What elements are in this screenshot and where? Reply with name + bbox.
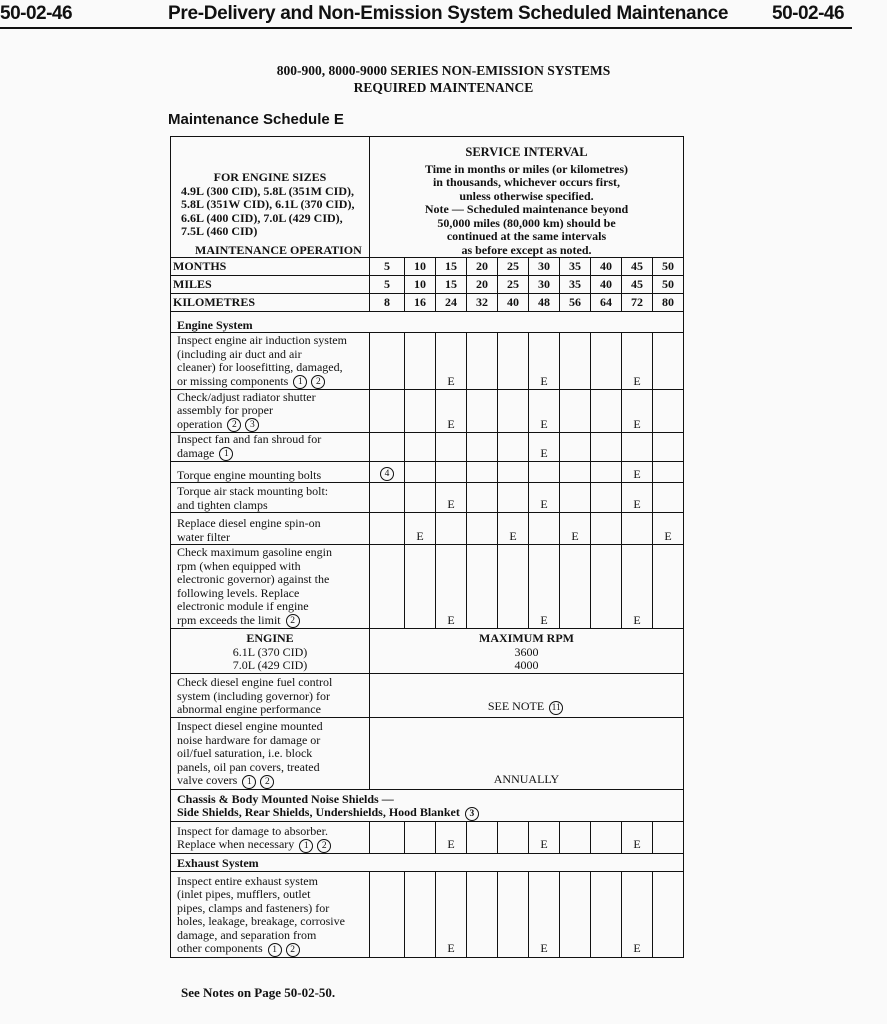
mark-e: E [447, 496, 455, 511]
text-line: oil/fuel saturation, i.e. block [177, 746, 313, 761]
note-circle: 3 [245, 418, 259, 432]
note-circle: 2 [311, 375, 325, 389]
km-row-cell: 56 [560, 294, 591, 312]
interval-cell [622, 483, 653, 513]
months-row-cell: 25 [498, 258, 529, 276]
miles-row [171, 276, 684, 294]
note-circle: 2 [286, 614, 300, 628]
km-row-cell: 8 [370, 294, 405, 312]
note-circle: 4 [380, 467, 394, 481]
miles-row-cell: 25 [498, 276, 529, 294]
operation-cell [171, 462, 370, 483]
months-row-cell: 10 [405, 258, 436, 276]
page-header [0, 0, 887, 30]
interval-cell [591, 483, 622, 513]
interval-cell [405, 821, 436, 853]
text-line: Check/adjust radiator shutter [177, 389, 316, 404]
operation-cell [171, 545, 370, 629]
text-line: operation [177, 416, 223, 431]
service-interval-head: SERVICE INTERVAL [465, 145, 588, 159]
interval-cell [498, 390, 529, 433]
text-line: and tighten clamps [177, 497, 268, 512]
text-line: cleaner) for loosefitting, damaged, [177, 360, 343, 375]
doc-title-line-1: 800-900, 8000-9000 SERIES NON-EMISSION SYSTEMS [276, 63, 611, 78]
text-line: Check diesel engine fuel control [177, 675, 333, 689]
km-row-cell: 72 [622, 294, 653, 312]
text-line: Inspect entire exhaust system [177, 873, 318, 888]
interval-cell [653, 483, 684, 513]
note-circle: 11 [549, 701, 563, 715]
table-row [171, 333, 684, 390]
text-line: Replace when necessary [177, 837, 295, 852]
interval-cell [498, 333, 529, 390]
miles-row-label: MILES [171, 276, 370, 294]
interval-cell [622, 821, 653, 853]
text-line: 6.1L (370 CID) [232, 644, 308, 659]
mark-e: E [540, 612, 548, 627]
text-line: damage [177, 445, 215, 460]
miles-row-cell: 15 [436, 276, 467, 294]
interval-cell [370, 462, 405, 483]
interval-cell [436, 390, 467, 433]
interval-cell [560, 433, 591, 462]
interval-cell [529, 462, 560, 483]
interval-cell [560, 390, 591, 433]
interval-cell [529, 871, 560, 957]
text-line: 4.9L (300 CID), 5.8L (351M CID), [181, 183, 354, 198]
text-line: valve covers [177, 773, 238, 788]
interval-cell [622, 513, 653, 545]
mark-e: E [509, 528, 517, 543]
mark-e: E [633, 837, 641, 851]
engine-sizes-cell [171, 137, 370, 258]
miles-row-cell: 5 [370, 276, 405, 294]
km-row-cell: 32 [467, 294, 498, 312]
maint-op-label: MAINTENANCE OPERATION [195, 242, 362, 257]
text-line: abnormal engine performance [177, 702, 321, 716]
mark-e: E [664, 528, 672, 543]
interval-cell [529, 483, 560, 513]
months-row-cell: 20 [467, 258, 498, 276]
interval-cell [591, 390, 622, 433]
engine-sizes-head: FOR ENGINE SIZES [213, 170, 327, 184]
interval-cell [653, 390, 684, 433]
interval-cell [560, 871, 591, 957]
km-row-cell: 40 [498, 294, 529, 312]
text-line: 3600 [514, 644, 539, 659]
interval-cell [467, 545, 498, 629]
interval-cell [405, 462, 436, 483]
interval-cell [560, 333, 591, 390]
miles-row-cell: 20 [467, 276, 498, 294]
interval-cell [436, 545, 467, 629]
interval-cell [560, 483, 591, 513]
text-line: water filter [177, 529, 230, 544]
service-interval-cell [370, 137, 684, 258]
text-line: 5.8L (351W CID), 6.1L (370 CID), [181, 197, 355, 211]
rpm-engine-cell [171, 629, 370, 674]
doc-title-line-2: REQUIRED MAINTENANCE [353, 80, 534, 95]
mark-e: E [447, 837, 455, 851]
mark-e: E [633, 496, 641, 511]
interval-cell [653, 871, 684, 957]
operation-cell [171, 390, 370, 433]
interval-cell [405, 333, 436, 390]
text-line: Time in months or miles (or kilometres) [424, 161, 629, 176]
note-circle: 1 [242, 775, 256, 789]
see-note: SEE NOTE [487, 699, 545, 714]
text-line: (inlet pipes, mufflers, outlet [177, 887, 311, 902]
interval-cell [653, 462, 684, 483]
interval-cell [405, 433, 436, 462]
interval-cell [370, 513, 405, 545]
interval-cell [370, 821, 405, 853]
text-line: (including air duct and air [177, 346, 302, 361]
note-circle: 1 [268, 943, 282, 957]
interval-cell [622, 433, 653, 462]
operation-cell [171, 717, 370, 789]
operation-cell [171, 483, 370, 513]
interval-cell [498, 483, 529, 513]
mark-e: E [540, 837, 548, 851]
mark-e: E [540, 496, 548, 511]
mark-e: E [633, 612, 641, 627]
text-line: pipes, clamps and fasteners) for [177, 900, 330, 915]
table-row [171, 821, 684, 853]
interval-cell [591, 871, 622, 957]
interval-cell [467, 483, 498, 513]
miles-row-cell: 45 [622, 276, 653, 294]
interval-cell [591, 462, 622, 483]
months-row [171, 258, 684, 276]
page-number-left: 50-02-46 [0, 3, 73, 24]
months-row-cell: 35 [560, 258, 591, 276]
miles-row-cell: 30 [529, 276, 560, 294]
months-row-cell: 45 [622, 258, 653, 276]
annually: ANNUALLY [493, 772, 560, 786]
interval-cell [560, 513, 591, 545]
interval-cell [498, 433, 529, 462]
interval-cell [370, 545, 405, 629]
interval-cell [370, 871, 405, 957]
km-row-cell: 64 [591, 294, 622, 312]
header-rule [0, 27, 852, 29]
interval-cell [591, 821, 622, 853]
interval-cell [436, 871, 467, 957]
interval-cell [560, 545, 591, 629]
operation-cell [171, 433, 370, 462]
chassis-row [171, 789, 684, 821]
km-row-cell: 24 [436, 294, 467, 312]
mark-e: E [633, 416, 641, 431]
chassis-row-cell [171, 789, 684, 821]
text-line: panels, oil pan covers, treated [177, 759, 320, 774]
km-row-cell: 80 [653, 294, 684, 312]
exhaust-head: Exhaust System [177, 856, 259, 870]
text-line: Torque engine mounting bolts [177, 467, 322, 482]
interval-cell [405, 871, 436, 957]
interval-cell [467, 462, 498, 483]
page-number-right: 50-02-46 [772, 3, 845, 24]
interval-cell [370, 433, 405, 462]
mark-e: E [447, 416, 455, 431]
months-row-cell: 50 [653, 258, 684, 276]
note-circle: 3 [465, 807, 479, 821]
operation-cell [171, 871, 370, 957]
operation-cell [171, 333, 370, 390]
exhaust-system-row-cell [171, 853, 684, 871]
noise-hardware-row [171, 717, 684, 789]
rpm-engine-head: ENGINE [246, 631, 294, 645]
text-line: Replace diesel engine spin-on [177, 516, 321, 530]
note-circle: 2 [317, 839, 331, 853]
mark-e: E [540, 445, 548, 460]
engine-system-head: Engine System [177, 317, 253, 332]
miles-row-cell: 35 [560, 276, 591, 294]
interval-cell [436, 333, 467, 390]
interval-cell [436, 462, 467, 483]
text-line: 7.0L (429 CID) [232, 658, 308, 672]
mark-e: E [571, 528, 579, 543]
interval-cell [436, 821, 467, 853]
interval-cell [529, 821, 560, 853]
interval-cell [498, 871, 529, 957]
text-line: Torque air stack mounting bolt: [177, 484, 329, 498]
interval-cell [529, 513, 560, 545]
interval-cell [622, 390, 653, 433]
months-row-cell: 15 [436, 258, 467, 276]
text-line: damage, and separation from [177, 927, 317, 942]
operation-cell [171, 513, 370, 545]
interval-cell [467, 513, 498, 545]
text-line: continued at the same intervals [446, 229, 607, 243]
months-row-label: MONTHS [171, 258, 370, 276]
operation-cell [171, 673, 370, 717]
operation-cell [171, 821, 370, 853]
noise-hardware-row-value [370, 717, 684, 789]
text-line: system (including governor) for [177, 688, 330, 703]
text-line: electronic module if engine [177, 599, 309, 614]
mark-e: E [540, 416, 548, 431]
interval-cell [529, 545, 560, 629]
table-row [171, 483, 684, 513]
table-header-row [171, 137, 684, 258]
mark-e: E [633, 373, 641, 388]
text-line: Check maximum gasoline engin [177, 545, 332, 560]
text-line: Note — Scheduled maintenance beyond [424, 202, 629, 216]
note-circle: 1 [219, 447, 233, 461]
interval-cell [498, 821, 529, 853]
rpm-row [171, 629, 684, 674]
text-line: 7.5L (460 CID) [181, 224, 258, 238]
rpm-max-cell [370, 629, 684, 674]
interval-cell [653, 821, 684, 853]
interval-cell [591, 513, 622, 545]
maintenance-table [170, 136, 684, 958]
mark-e: E [540, 941, 548, 955]
interval-cell [498, 545, 529, 629]
text-line: holes, leakage, breakage, corrosive [177, 914, 345, 929]
interval-cell [436, 433, 467, 462]
text-line: as before except as noted. [461, 242, 592, 257]
interval-cell [370, 333, 405, 390]
text-line: electronic governor) against the [177, 572, 330, 587]
mark-e: E [447, 373, 455, 388]
text-line: following levels. Replace [177, 585, 300, 600]
miles-row-cell: 40 [591, 276, 622, 294]
mark-e: E [416, 528, 424, 543]
table-row [171, 545, 684, 629]
months-row-cell: 30 [529, 258, 560, 276]
engine-system-row-cell [171, 312, 684, 333]
text-line: in thousands, whichever occurs first, [432, 175, 621, 189]
note-circle: 2 [260, 775, 274, 789]
note-circle: 2 [286, 943, 300, 957]
miles-row-cell: 10 [405, 276, 436, 294]
months-row-cell: 40 [591, 258, 622, 276]
text-line: unless otherwise specified. [459, 188, 594, 203]
text-line: or missing components [177, 373, 289, 388]
text-line: 4000 [514, 658, 539, 672]
mark-e: E [447, 941, 455, 955]
mark-e: E [540, 373, 548, 388]
schedule-title: Maintenance Schedule E [168, 111, 344, 128]
text-line: rpm exceeds the limit [177, 612, 281, 627]
interval-cell [529, 333, 560, 390]
page-title: Pre-Delivery and Non-Emission System Scheduled Maintenance [168, 3, 729, 24]
text-line: other components [177, 941, 263, 956]
interval-cell [467, 433, 498, 462]
note-circle: 1 [299, 839, 313, 853]
interval-cell [622, 462, 653, 483]
interval-cell [529, 433, 560, 462]
interval-cell [467, 821, 498, 853]
chassis-head-1: Chassis & Body Mounted Noise Shields — [177, 791, 394, 806]
interval-cell [591, 433, 622, 462]
interval-cell [436, 513, 467, 545]
mark-e: E [633, 941, 641, 955]
text-line: Inspect for damage to absorber. [177, 823, 328, 838]
interval-cell [591, 333, 622, 390]
note-circle: 2 [227, 418, 241, 432]
interval-cell [467, 333, 498, 390]
rpm-max-head: MAXIMUM RPM [479, 631, 574, 645]
interval-cell [560, 821, 591, 853]
interval-cell [370, 483, 405, 513]
interval-cell [370, 390, 405, 433]
interval-cell [653, 433, 684, 462]
km-row-cell: 48 [529, 294, 560, 312]
text-line: assembly for proper [177, 403, 273, 418]
text-line: 6.6L (400 CID), 7.0L (429 CID), [181, 210, 343, 225]
text-line: Inspect diesel engine mounted [177, 719, 323, 734]
km-row-cell: 16 [405, 294, 436, 312]
note-circle: 1 [293, 375, 307, 389]
miles-row-cell: 50 [653, 276, 684, 294]
interval-cell [405, 390, 436, 433]
interval-cell [622, 545, 653, 629]
interval-cell [405, 545, 436, 629]
interval-cell [467, 871, 498, 957]
interval-cell [405, 513, 436, 545]
interval-cell [560, 462, 591, 483]
interval-cell [591, 545, 622, 629]
footer-note: See Notes on Page 50-02-50. [181, 985, 336, 1000]
text-line: Inspect fan and fan shroud for [177, 432, 322, 447]
mark-e: E [447, 612, 455, 627]
months-row-cell: 5 [370, 258, 405, 276]
text-line: 50,000 miles (80,000 km) should be [437, 215, 616, 230]
table-row [171, 513, 684, 545]
interval-cell [653, 545, 684, 629]
table-row [171, 433, 684, 462]
interval-cell [653, 333, 684, 390]
table-row [171, 871, 684, 957]
exhaust-system-row [171, 853, 684, 871]
text-line: rpm (when equipped with [177, 558, 301, 573]
text-line: noise hardware for damage or [177, 732, 321, 747]
table-row [171, 390, 684, 433]
interval-cell [405, 483, 436, 513]
table-row [171, 462, 684, 483]
interval-cell [622, 871, 653, 957]
interval-cell [529, 390, 560, 433]
interval-cell [653, 513, 684, 545]
km-row [171, 294, 684, 312]
interval-cell [467, 390, 498, 433]
fuel-control-row-value [370, 673, 684, 717]
interval-cell [436, 483, 467, 513]
km-row-label: KILOMETRES [171, 294, 370, 312]
interval-cell [498, 462, 529, 483]
mark-e: E [633, 466, 641, 481]
text-line: Inspect engine air induction system [177, 333, 347, 348]
chassis-head-2: Side Shields, Rear Shields, Undershields, Hood Blanket [177, 805, 460, 820]
fuel-control-row [171, 673, 684, 717]
engine-system-row [171, 312, 684, 333]
interval-cell [622, 333, 653, 390]
interval-cell [498, 513, 529, 545]
